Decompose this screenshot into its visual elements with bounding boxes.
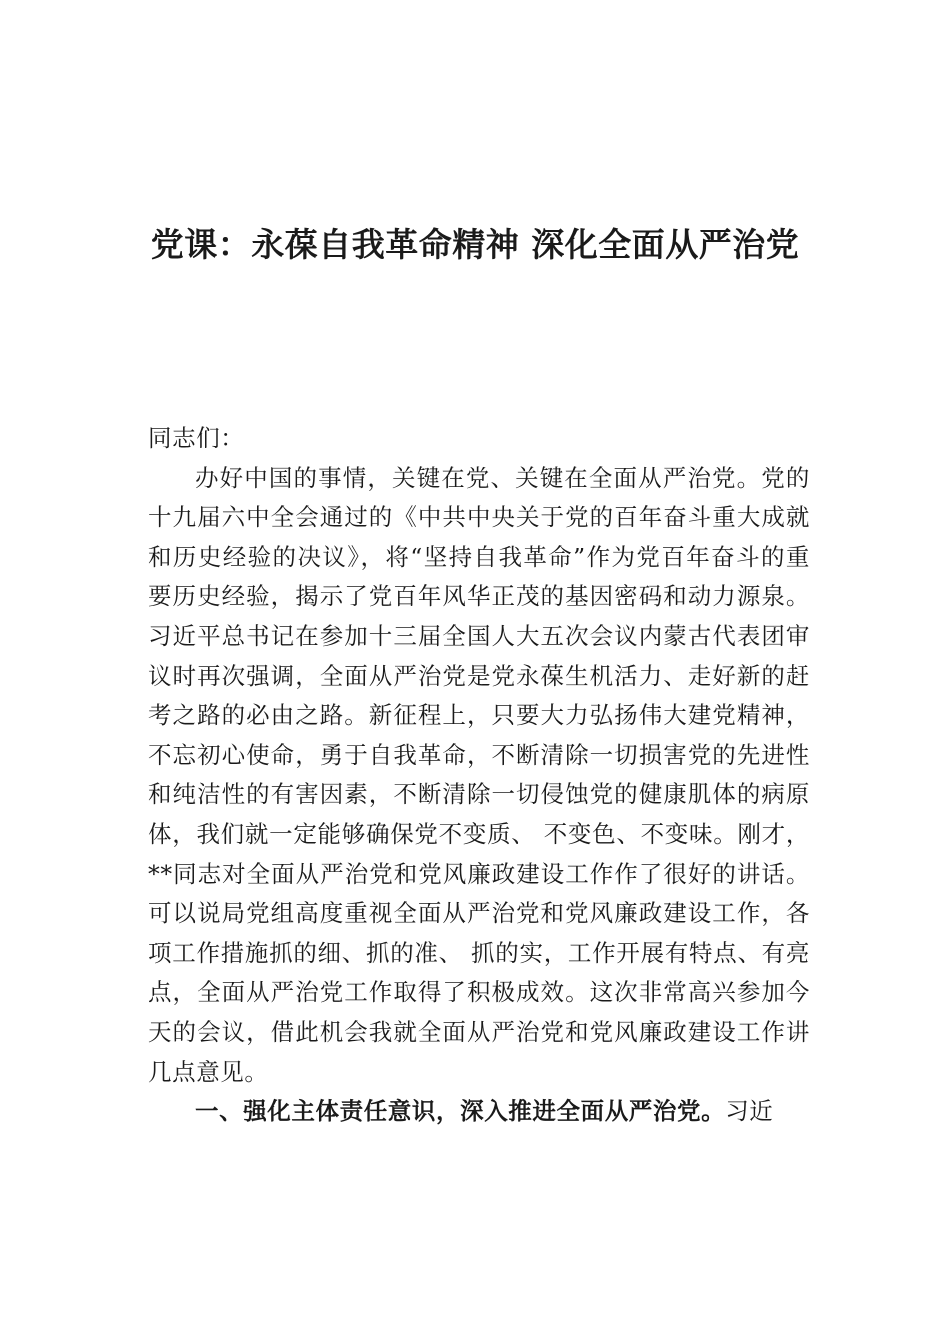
document-body bbox=[148, 419, 810, 1132]
body-paragraph: 办好中国的事情，关键在党、关键在全面从严治党。党的十九届六中全会通过的《中共中央关于党的百年奋斗重大成就和历史经验的决议》，将“坚持自我革命”作为党百年奋斗的重要历史经验，揭示了党百年风华正茂的基因密码和动力源泉。习近平总书记在参加十三届全国人大五次会议内蒙古代表团审议时再次强调，全面从严治党是党永葆生机活力、走好新的赶考之路的必由之路。新征程上，只要大力弘扬伟大建党精神，不忘初心使命，勇于自我革命，不断清除一切损害党的先进性和纯洁性的有害因素，不断清除一切侵蚀党的健康肌体的病原体，我们就一定能够确保党不变质、 不变色、不变味。刚才，**同志对全面从严治党和党风廉政建设工作作了很好的讲话。可以说局党组高度重视全面从严治党和党风廉政建设工作，各项工作措施抓的细、抓的准、 抓的实，工作开展有特点、有亮点，全面从严治党工作取得了积极成效。这次非常高兴参加今天的会议，借此机会我就全面从严治党和党风廉政建设工作讲几点意见。 bbox=[148, 463, 810, 1086]
document-title: 党课：永葆自我革命精神 深化全面从严治党 bbox=[150, 225, 800, 264]
section-1-heading: 一、强化主体责任意识，深入推进全面从严治党。 bbox=[195, 1097, 726, 1126]
salutation: 同志们： bbox=[148, 424, 245, 452]
section-1-text: 习近 bbox=[725, 1097, 774, 1126]
section-1-paragraph bbox=[148, 1092, 810, 1132]
